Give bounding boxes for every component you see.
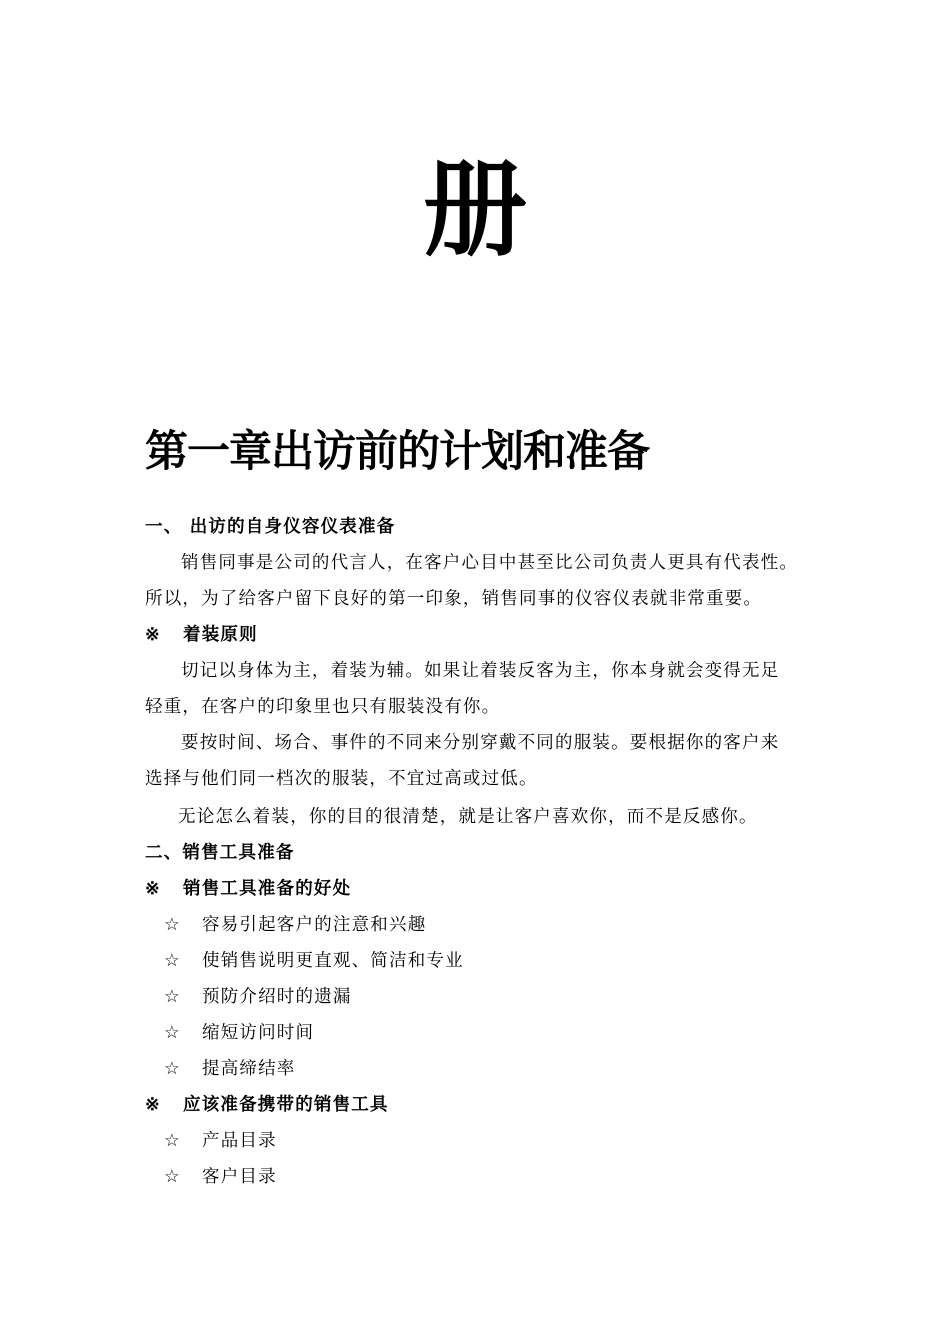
paragraph-line: 无论怎么着装，你的目的很清楚，就是让客户喜欢你，而不是反感你。: [178, 807, 758, 827]
section-heading-sales-tools: 二、销售工具准备: [145, 843, 295, 863]
paragraph-line: 轻重，在客户的印象里也只有服装没有你。: [145, 697, 501, 717]
star-bullet-icon: ☆: [164, 1059, 180, 1079]
star-bullet-icon: ☆: [164, 1131, 180, 1151]
list-item: 缩短访问时间: [202, 1023, 315, 1043]
reference-mark: ※: [145, 625, 160, 645]
reference-mark: ※: [145, 879, 160, 899]
cover-character: 册: [422, 149, 527, 271]
reference-mark: ※: [145, 1095, 160, 1115]
paragraph-line: 所以，为了给客户留下良好的第一印象，销售同事的仪容仪表就非常重要。: [145, 589, 763, 609]
paragraph-line: 切记以身体为主，着装为辅。如果让着装反客为主，你本身就会变得无足: [181, 661, 780, 681]
paragraph-line: 选择与他们同一档次的服装，不宜过高或过低。: [145, 769, 538, 789]
star-bullet-icon: ☆: [164, 915, 180, 935]
paragraph-line: 要按时间、场合、事件的不同来分别穿戴不同的服装。要根据你的客户来: [181, 733, 780, 753]
list-item: 使销售说明更直观、简洁和专业: [202, 951, 464, 971]
subheading-dress-principles: 着装原则: [183, 625, 258, 645]
list-item: 产品目录: [202, 1131, 277, 1151]
star-bullet-icon: ☆: [164, 951, 180, 971]
star-bullet-icon: ☆: [164, 1023, 180, 1043]
list-item: 提高缔结率: [202, 1059, 296, 1079]
subheading-tool-benefits: 销售工具准备的好处: [183, 879, 352, 899]
paragraph-line: 销售同事是公司的代言人，在客户心目中甚至比公司负责人更具有代表性。: [181, 553, 799, 573]
section-heading-appearance: 一、 出访的自身仪容仪表准备: [145, 517, 396, 537]
star-bullet-icon: ☆: [164, 1167, 180, 1187]
star-bullet-icon: ☆: [164, 987, 180, 1007]
chapter-title: 第一章出访前的计划和准备: [145, 427, 649, 477]
list-item: 客户目录: [202, 1167, 277, 1187]
list-item: 容易引起客户的注意和兴趣: [202, 915, 427, 935]
list-item: 预防介绍时的遗漏: [202, 987, 352, 1007]
subheading-tools-to-carry: 应该准备携带的销售工具: [183, 1095, 389, 1115]
